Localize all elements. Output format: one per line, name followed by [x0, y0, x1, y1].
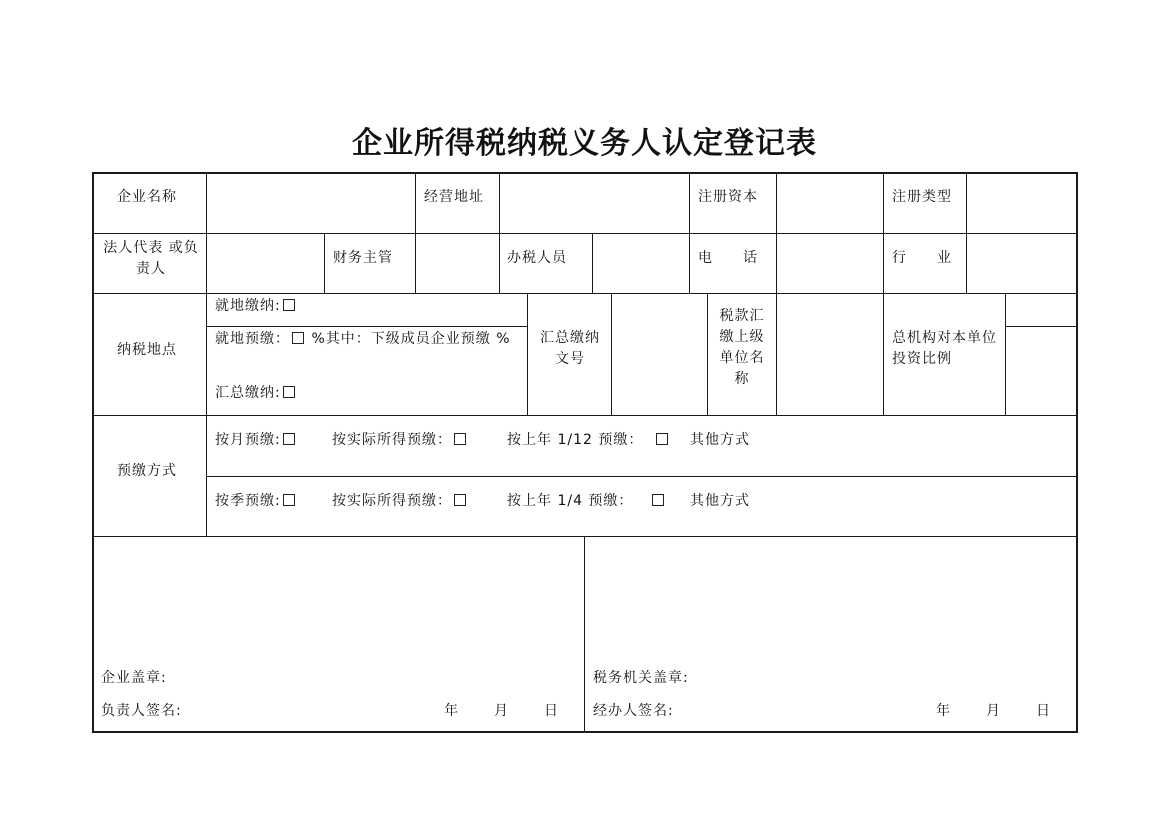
superior-unit-label: 税款汇缴上级单位名称: [719, 308, 765, 387]
monthly-actual-income-option[interactable]: [332, 430, 468, 451]
quarterly-actual-income-option[interactable]: [332, 491, 468, 512]
industry-label: 行 业: [892, 250, 952, 266]
industry-field[interactable]: [968, 235, 1075, 292]
legal-rep-field[interactable]: [208, 235, 323, 292]
company-date-year: 年: [444, 703, 459, 719]
registered-capital-field[interactable]: [778, 174, 882, 232]
responsible-sign-label: 负责人签名:: [101, 703, 182, 719]
registered-capital-label: 注册资本: [698, 189, 758, 205]
finance-head-label: 财务主管: [333, 250, 393, 266]
business-address-label: 经营地址: [424, 189, 484, 205]
local-prepay-checkbox[interactable]: [292, 332, 304, 344]
registration-type-label: 注册类型: [892, 189, 952, 205]
prev-year-12-label: 按上年 1/12 预缴：: [507, 432, 644, 448]
quarterly-other-label: 其他方式: [690, 493, 750, 509]
company-name-label: 企业名称: [117, 189, 177, 205]
quarterly-prepay-label: 按季预缴:: [215, 493, 281, 509]
tax-officer-label: 办税人员: [507, 250, 567, 266]
monthly-other-label: 其他方式: [690, 432, 750, 448]
prev-year-4-label: 按上年 1/4 预缴：: [507, 493, 634, 509]
monthly-prepay-label: 按月预缴:: [215, 432, 281, 448]
local-prepay-detail: %其中：下级成员企业预缴 %: [311, 331, 511, 347]
quarterly-prev-year-checkbox[interactable]: [652, 494, 664, 506]
quarterly-actual-income-checkbox[interactable]: [454, 494, 466, 506]
form-title: 企业所得税纳税义务人认定登记表: [352, 126, 817, 161]
office-date-day: 日: [1036, 703, 1051, 719]
company-name-field[interactable]: [208, 174, 414, 232]
tax-officer-field[interactable]: [594, 235, 688, 292]
company-seal-label: 企业盖章:: [101, 670, 167, 686]
local-prepay-label: 就地预缴：: [215, 331, 290, 347]
phone-field[interactable]: [778, 235, 882, 292]
actual-income-label: 按实际所得预缴：: [332, 493, 452, 509]
phone-label: 电 话: [698, 250, 758, 266]
monthly-prepay-checkbox[interactable]: [283, 433, 295, 445]
company-date-day: 日: [544, 703, 559, 719]
company-date-month: 月: [494, 703, 509, 719]
prepay-method-label: 预缴方式: [117, 463, 177, 479]
monthly-prev-year-checkbox[interactable]: [656, 433, 668, 445]
superior-unit-field[interactable]: [778, 295, 882, 414]
summary-pay-option[interactable]: [215, 383, 297, 404]
summary-doc-no-label: 汇总缴纳文号: [540, 330, 600, 367]
monthly-prepay-option[interactable]: [215, 430, 297, 451]
summary-pay-checkbox[interactable]: [283, 386, 295, 398]
hq-ratio-field[interactable]: [1007, 328, 1075, 414]
monthly-prev-year-option[interactable]: [507, 430, 670, 451]
finance-head-field[interactable]: [417, 235, 498, 292]
local-prepay-option[interactable]: [215, 329, 523, 350]
quarterly-prepay-option[interactable]: [215, 491, 297, 512]
tax-office-seal-label: 税务机关盖章:: [593, 670, 689, 686]
hq-ratio-label: 总机构对本单位投资比例: [892, 330, 997, 367]
summary-doc-no-field[interactable]: [613, 295, 706, 414]
local-pay-checkbox[interactable]: [283, 299, 295, 311]
quarterly-prepay-checkbox[interactable]: [283, 494, 295, 506]
local-pay-label: 就地缴纳:: [215, 298, 281, 314]
business-address-field[interactable]: [501, 174, 688, 232]
registration-type-field[interactable]: [968, 174, 1075, 232]
handler-sign-label: 经办人签名:: [593, 703, 674, 719]
legal-rep-label: 法人代表 或负责人: [103, 240, 199, 277]
monthly-actual-income-checkbox[interactable]: [454, 433, 466, 445]
local-pay-option[interactable]: [215, 296, 297, 317]
tax-location-label: 纳税地点: [117, 342, 177, 358]
office-date-year: 年: [936, 703, 951, 719]
office-date-month: 月: [986, 703, 1001, 719]
summary-pay-label: 汇总缴纳:: [215, 385, 281, 401]
actual-income-label: 按实际所得预缴：: [332, 432, 452, 448]
quarterly-prev-year-option[interactable]: [507, 491, 666, 512]
